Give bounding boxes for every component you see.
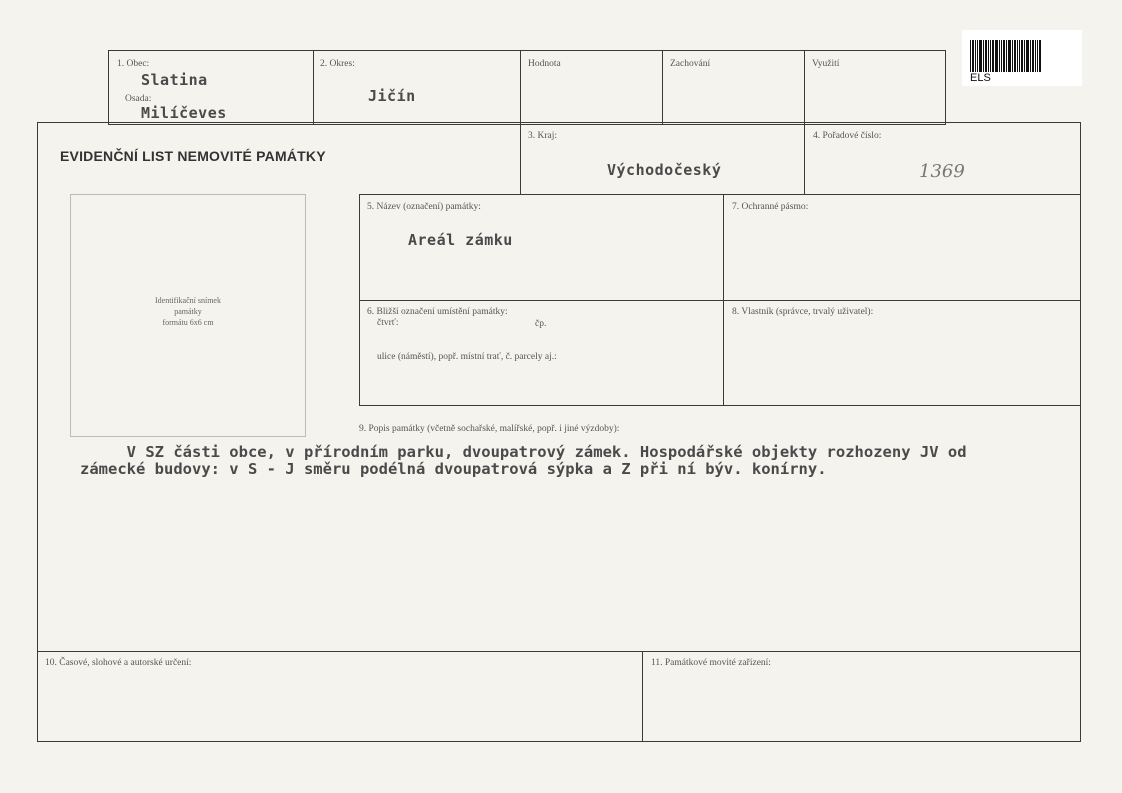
poradove-box xyxy=(804,122,1081,195)
popis-line-1: V SZ části obce, v přírodním parku, dvoupatrový zámek. Hospodářské objekty rozhozeny JV od xyxy=(80,443,967,461)
ochranne-box xyxy=(723,194,1081,301)
nazev-value: Areál zámku xyxy=(408,231,513,249)
form-title: EVIDENČNÍ LIST NEMOVITÉ PAMÁTKY xyxy=(60,148,326,164)
popis-label: 9. Popis památky (včetně sochařské, malířské, popř. i jiné výzdoby): xyxy=(359,424,620,434)
vlastnik-label: 8. Vlastník (správce, trvalý uživatel): xyxy=(732,307,874,317)
zachovani-label: Zachování xyxy=(670,59,711,69)
popis-line-2: zámecké budovy: v S - J směru podélná dvoupatrová sýpka a Z při ní býv. konírny. xyxy=(80,460,827,478)
barcode-text: ELS xyxy=(970,72,991,84)
kraj-box xyxy=(520,122,805,195)
osada-value: Milíčeves xyxy=(141,104,227,122)
okres-box xyxy=(313,50,521,125)
okres-label: 2. Okres: xyxy=(320,59,355,69)
kraj-value: Východočeský xyxy=(607,161,722,179)
poradove-value: 1369 xyxy=(919,161,965,182)
ulice-label: ulice (náměstí), popř. místní trať, č. parcely aj.: xyxy=(377,352,557,362)
kraj-label: 3. Kraj: xyxy=(528,131,558,141)
movite-box xyxy=(642,651,1081,742)
photo-caption xyxy=(71,295,305,328)
photo-caption-line1: Identifikační snímek xyxy=(155,296,221,305)
ctvrt-label: čtvrť: xyxy=(377,318,399,328)
barcode-label xyxy=(962,30,1082,86)
poradove-label: 4. Pořadové číslo: xyxy=(813,131,882,141)
nazev-label: 5. Název (označení) památky: xyxy=(367,202,481,212)
okres-value: Jičín xyxy=(368,87,416,105)
obec-value: Slatina xyxy=(141,71,208,89)
vlastnik-box xyxy=(723,300,1081,406)
umisteni-box xyxy=(359,300,724,406)
obec-box xyxy=(108,50,314,125)
barcode-bars xyxy=(970,40,1041,72)
photo-caption-line3: formátu 6x6 cm xyxy=(162,318,214,327)
movite-label: 11. Památkové movité zařízení: xyxy=(651,658,771,668)
photo-caption-line2: památky xyxy=(174,307,202,316)
hodnota-box xyxy=(520,50,663,125)
osada-label: Osada: xyxy=(125,94,152,104)
zachovani-box xyxy=(662,50,805,125)
umisteni-label: 6. Bližší označení umístění památky: xyxy=(367,307,508,317)
vyuziti-box xyxy=(804,50,946,125)
obec-label: 1. Obec: xyxy=(117,59,150,69)
casove-label: 10. Časové, slohové a autorské určení: xyxy=(45,658,192,668)
nazev-box xyxy=(359,194,724,301)
cp-label: čp. xyxy=(535,319,547,329)
ochranne-label: 7. Ochranné pásmo: xyxy=(732,202,809,212)
photo-box xyxy=(70,194,306,437)
vyuziti-label: Využití xyxy=(812,59,840,69)
casove-box xyxy=(37,651,643,742)
hodnota-label: Hodnota xyxy=(528,59,561,69)
